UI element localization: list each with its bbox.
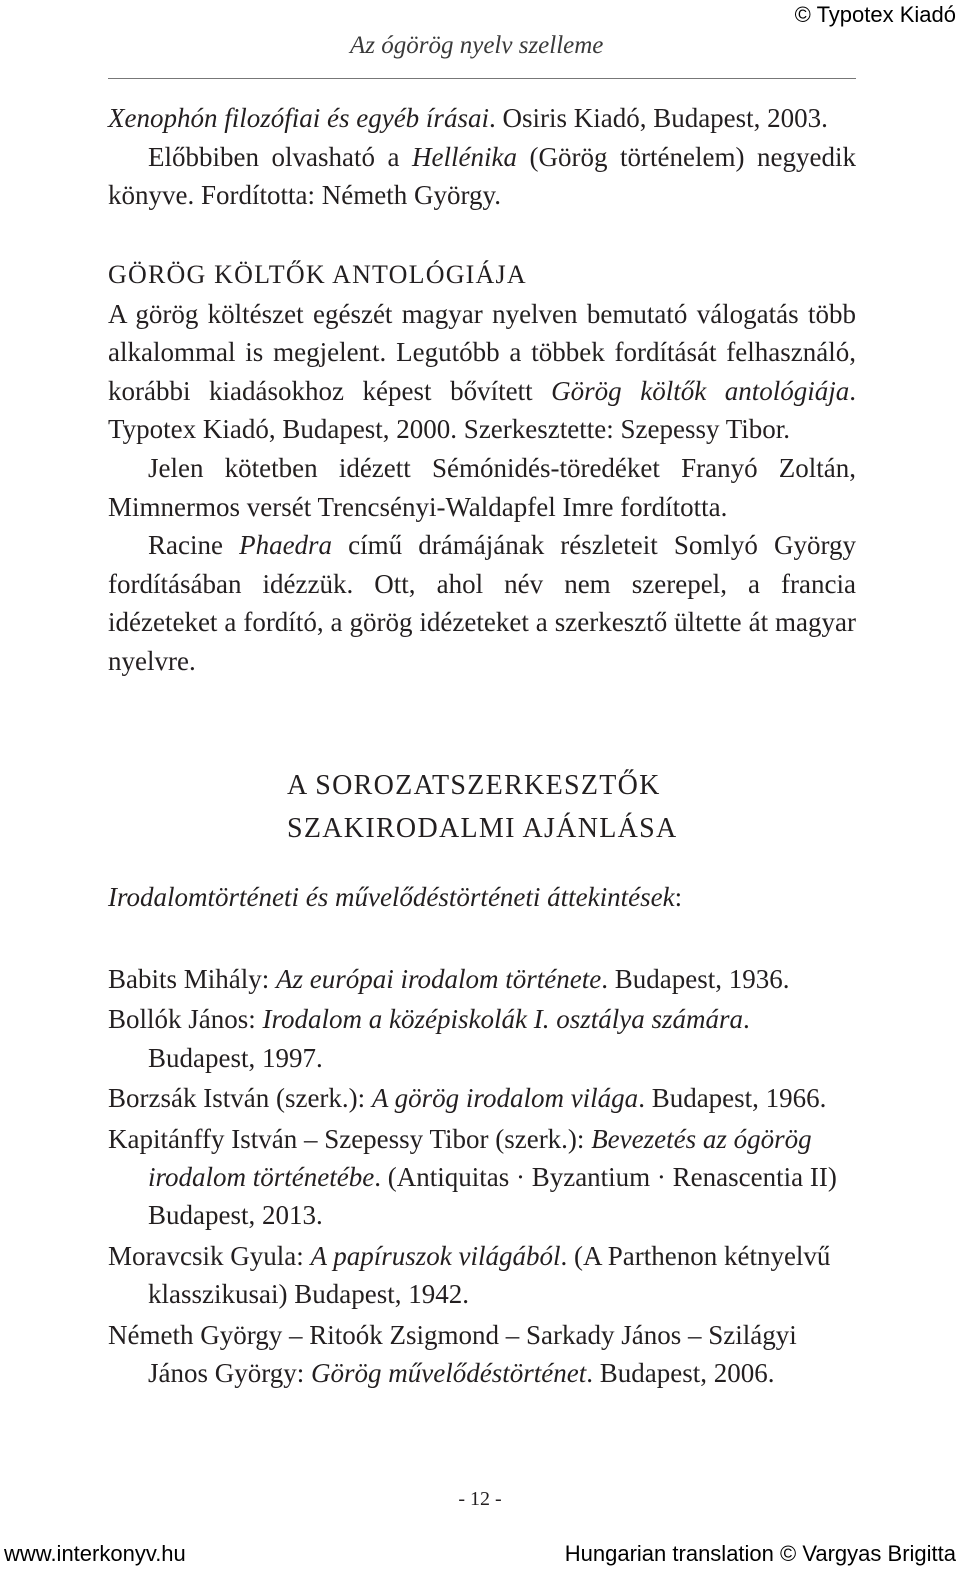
footer-website: www.interkonyv.hu: [4, 1541, 186, 1566]
anthology-section: [108, 256, 856, 681]
bibliography-author: Kapitánffy István – Szepessy Tibor (szerk.):: [108, 1123, 592, 1154]
running-title: Az ógörög nyelv szelleme: [350, 32, 604, 59]
anthology-heading: GÖRÖG KÖLTŐK ANTOLÓGIÁJA: [108, 260, 527, 289]
xenophon-title: Xenophón filozófiai és egyéb írásai: [108, 103, 489, 133]
anthology-paragraph-3: [108, 526, 856, 680]
section-subheading: [108, 882, 682, 913]
bibliography-entry: [108, 1120, 856, 1235]
bibliography-details: . (Antiquitas · Byzantium · Renascentia II) Budapest, 2013.: [148, 1162, 837, 1231]
page-number: - 12 -: [458, 1488, 502, 1510]
bibliography-entry: [108, 1237, 856, 1314]
bibliography-author: Moravcsik Gyula:: [108, 1240, 311, 1271]
bibliography-details: . Budapest, 1997.: [148, 1004, 750, 1073]
bibliography-entry: [108, 1079, 856, 1117]
xenophon-publisher: . Osiris Kiadó, Budapest, 2003.: [488, 103, 828, 133]
bibliography-details: . Budapest, 1966.: [638, 1083, 827, 1114]
bibliography-details: . (A Parthenon kétnyelvű klasszikusai) Budapest, 1942.: [148, 1240, 831, 1310]
bibliography-author: Németh György – Ritoók Zsigmond – Sarkady János – Szilágyi János György:: [108, 1319, 797, 1389]
section-heading-line2: SZAKIRODALMI AJÁNLÁSA: [287, 813, 678, 844]
bibliography-title: Az európai irodalom története: [276, 964, 602, 994]
bibliography-title: Irodalom a középiskolák I. osztálya számára: [262, 1004, 743, 1035]
anthology-paragraph-2: Jelen kötetben idézett Sémónidés-töredéket Franyó Zoltán, Mimnermos versét Trencsényi-Waldapfel Imre fordította.: [108, 452, 856, 522]
bibliography-title: A papíruszok világából: [310, 1240, 561, 1271]
anthology-p1-pre: A görög költészet egészét magyar nyelven bemutató válogatás több alkalommal is megjelent. Legutóbb a többek fordítását felhasználó, korábbi kiadásokhoz képest bővített: [108, 298, 856, 406]
xenophon-line1: [108, 99, 856, 138]
xenophon-note-pre: Előbbiben olvasható a: [148, 141, 413, 172]
bibliography-author: Borzsák István (szerk.):: [108, 1083, 372, 1114]
bibliography-title: Bevezetés az ógörög irodalom történetébe: [148, 1123, 812, 1193]
xenophon-note: [108, 138, 856, 215]
anthology-book-title: Görög költők antológiája: [551, 375, 850, 406]
anthology-p3-post: című drámájának részleteit Somlyó György fordításában idézzük. Ott, ahol név nem szerepel, a francia idézeteket a fordító, a görög idézeteket a szerkesztő ültette át magyar nyelvre.: [108, 530, 856, 676]
phaedra-title: Phaedra: [239, 530, 333, 561]
copyright-notice: © Typotex Kiadó: [794, 2, 956, 27]
bibliography-title: Görög művelődéstörténet: [311, 1358, 587, 1389]
bibliography-author: Bollók János:: [108, 1004, 263, 1035]
bibliography-author: Babits Mihály:: [108, 964, 276, 994]
xenophon-entry: [108, 99, 856, 215]
anthology-p3-pre: Racine: [148, 530, 240, 561]
hellenika-title: Hellénika: [412, 141, 518, 172]
bibliography-details: . Budapest, 1936.: [601, 964, 790, 994]
subheading-text: Irodalomtörténeti és művelődéstörténeti áttekintések: [108, 882, 675, 912]
anthology-paragraph-1: [108, 295, 856, 449]
bibliography-details: . Budapest, 2006.: [586, 1358, 775, 1389]
bibliography-entry: [108, 1000, 856, 1077]
section-heading: [287, 764, 678, 850]
footer-translation-credit: Hungarian translation © Vargyas Brigitta: [564, 1541, 956, 1566]
anthology-p1-post: . Typotex Kiadó, Budapest, 2000. Szerkesztette: Szepessy Tibor.: [108, 375, 857, 445]
header-rule: [108, 78, 856, 79]
bibliography-entry: [108, 960, 856, 998]
subheading-colon: :: [674, 882, 683, 912]
bibliography-entry: [108, 1316, 856, 1393]
xenophon-note-post: (Görög történelem) negyedik könyve. Fordította: Németh György.: [108, 141, 856, 211]
bibliography-list: [108, 960, 856, 1392]
section-heading-line1: A SOROZATSZERKESZTŐK: [287, 770, 661, 801]
bibliography-title: A görög irodalom világa: [371, 1083, 639, 1114]
